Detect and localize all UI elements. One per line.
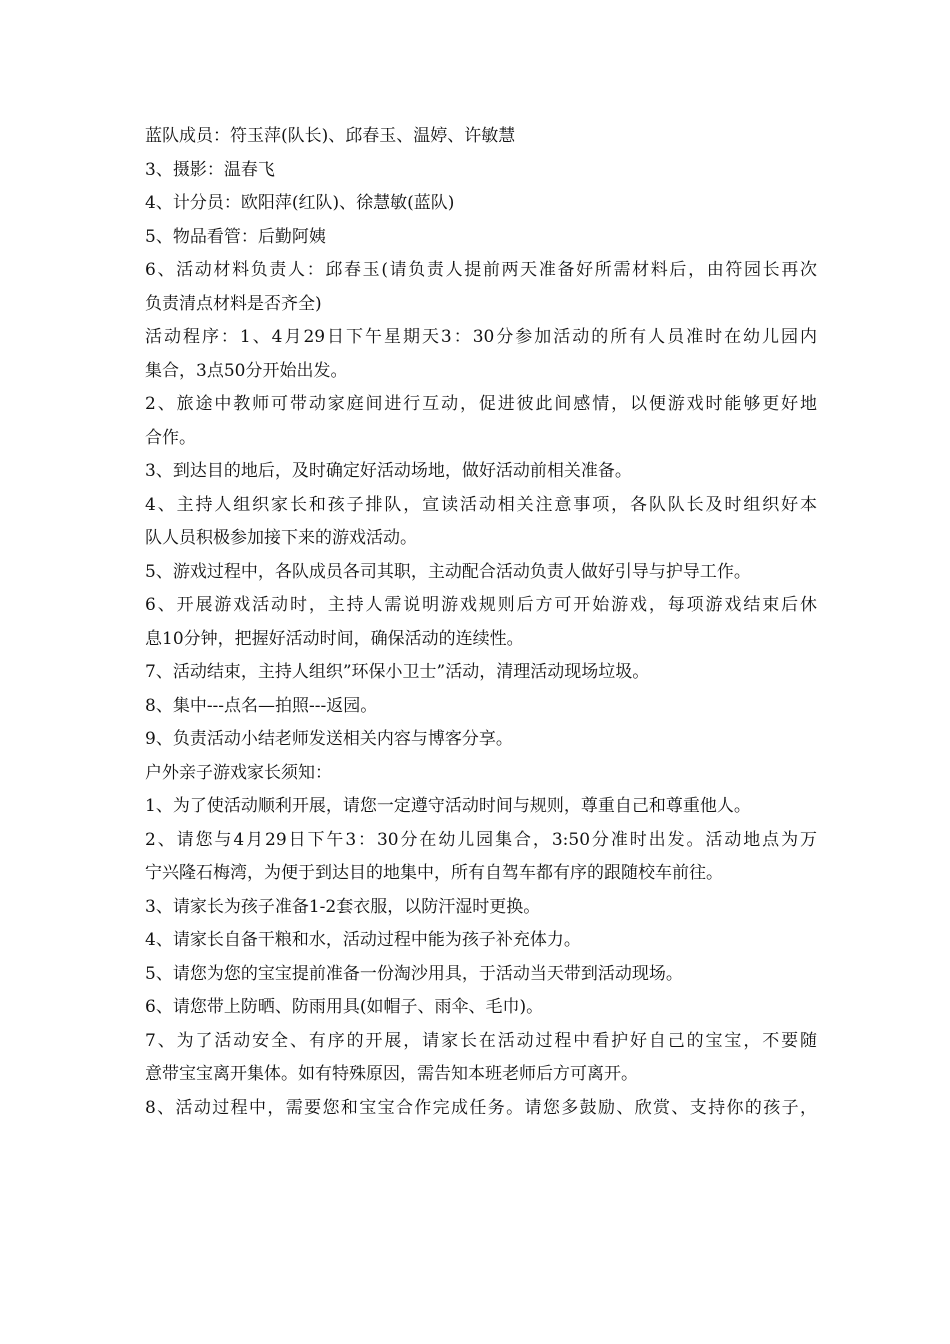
text-line: 集合，3点50分开始出发。 xyxy=(145,360,348,381)
text-line: 负责清点材料是否齐全) xyxy=(145,293,322,314)
text-line: 6、活动材料负责人：邱春玉(请负责人提前两天准备好所需材料后，由符园长再次 xyxy=(145,260,817,280)
text-line: 活动程序：1、4月29日下午星期天3：30分参加活动的所有人员准时在幼儿园内 xyxy=(145,327,817,347)
text-line: 7、为了活动安全、有序的开展，请家长在活动过程中看护好自己的宝宝，不要随 xyxy=(145,1030,817,1051)
text-line: 5、物品看管：后勤阿姨 xyxy=(145,226,326,247)
text-line: 8、活动过程中，需要您和宝宝合作完成任务。请您多鼓励、欣赏、支持你的孩子， xyxy=(145,1097,817,1118)
text-line: 4、请家长自备干粮和水，活动过程中能为孩子补充体力。 xyxy=(145,930,581,950)
text-line: 合作。 xyxy=(145,427,196,448)
text-line: 3、摄影：温春飞 xyxy=(145,159,275,180)
text-line: 意带宝宝离开集体。如有特殊原因，需告知本班老师后方可离开。 xyxy=(145,1064,638,1084)
section-heading: 户外亲子游戏家长须知： xyxy=(145,762,332,783)
text-line: 宁兴隆石梅湾，为便于到达目的地集中，所有自驾车都有序的跟随校车前往。 xyxy=(145,863,723,883)
text-line: 7、活动结束，主持人组织”环保小卫士”活动，清理活动现场垃圾。 xyxy=(145,662,650,682)
text-line: 9、负责活动小结老师发送相关内容与博客分享。 xyxy=(145,729,513,749)
text-line: 4、主持人组织家长和孩子排队，宣读活动相关注意事项，各队队长及时组织好本 xyxy=(145,494,817,515)
text-line: 4、计分员：欧阳萍(红队)、徐慧敏(蓝队) xyxy=(145,193,455,213)
text-line: 5、游戏过程中，各队成员各司其职，主动配合活动负责人做好引导与护导工作。 xyxy=(145,561,751,582)
document-body xyxy=(145,120,817,1125)
text-line: 3、到达目的地后，及时确定好活动场地，做好活动前相关准备。 xyxy=(145,461,632,481)
text-line: 2、请您与4月29日下午3：30分在幼儿园集合，3:50分准时出发。活动地点为万 xyxy=(145,829,817,850)
text-line: 6、开展游戏活动时，主持人需说明游戏规则后方可开始游戏，每项游戏结束后休 xyxy=(145,595,817,615)
text-line: 2、旅途中教师可带动家庭间进行互动，促进彼此间感情，以便游戏时能够更好地 xyxy=(145,394,817,414)
text-line: 5、请您为您的宝宝提前准备一份淘沙用具，于活动当天带到活动现场。 xyxy=(145,963,683,984)
text-line: 息10分钟，把握好活动时间，确保活动的连续性。 xyxy=(145,628,524,649)
text-line: 1、为了使活动顺利开展，请您一定遵守活动时间与规则，尊重自己和尊重他人。 xyxy=(145,796,751,816)
text-line: 8、集中---点名—拍照---返园。 xyxy=(145,695,378,716)
text-line: 蓝队成员：符玉萍(队长)、邱春玉、温婷、许敏慧 xyxy=(145,126,516,146)
text-line: 队人员积极参加接下来的游戏活动。 xyxy=(145,528,417,548)
text-line: 6、请您带上防晒、防雨用具(如帽子、雨伞、毛巾)。 xyxy=(145,997,544,1017)
text-line: 3、请家长为孩子准备1-2套衣服，以防汗湿时更换。 xyxy=(145,896,541,917)
